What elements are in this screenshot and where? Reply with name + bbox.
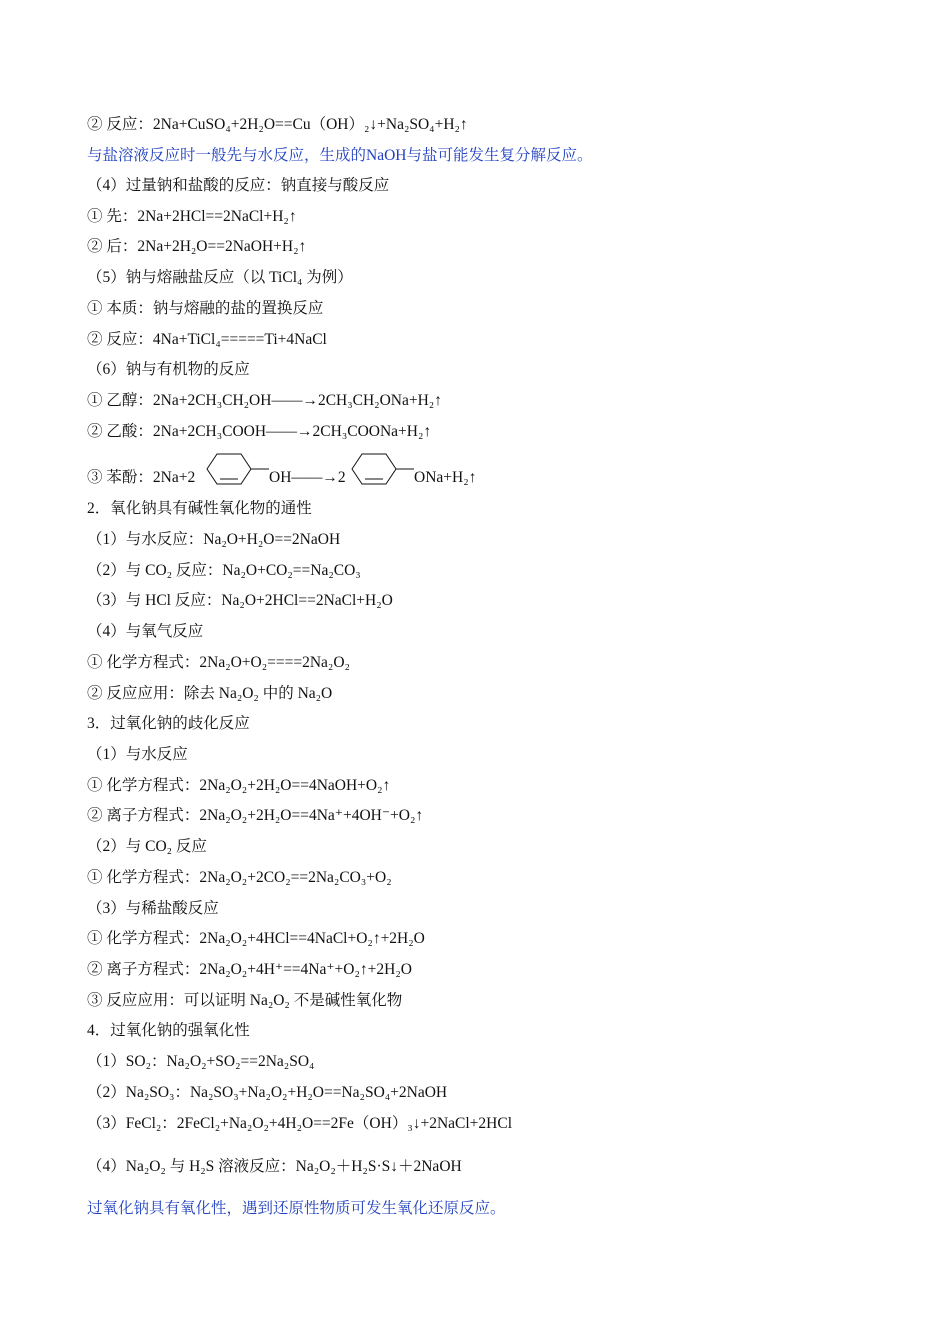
benzene-ring-product-icon xyxy=(350,452,416,486)
benzene-ring-icon xyxy=(205,452,271,486)
essence-line: ① 本质：钠与熔融的盐的置换反应 xyxy=(87,300,324,317)
reaction-cuso4: ② 反应：2Na+CuSO₄+2H₂O==Cu（OH）₂↓+Na₂SO₄+H₂↑ xyxy=(87,116,468,133)
heading-excess-sodium-hcl: （4）过量钠和盐酸的反应：钠直接与酸反应 xyxy=(87,177,390,194)
na2o-oxygen-equation: ① 化学方程式：2Na₂O+O₂====2Na₂O₂ xyxy=(87,654,350,671)
na2o2-water-equation: ① 化学方程式：2Na₂O₂+2H₂O==4NaOH+O₂↑ xyxy=(87,777,391,794)
note-oxidation: 过氧化钠具有氧化性，遇到还原性物质可发生氧化还原反应。 xyxy=(87,1200,506,1217)
oxidation-so2: （1）SO₂：Na₂O₂+SO₂==2Na₂SO₄ xyxy=(87,1053,315,1070)
step-first: ① 先：2Na+2HCl==2NaCl+H₂↑ xyxy=(87,208,297,225)
phenol-suffix: ONa+H₂↑ xyxy=(414,469,477,486)
reaction-phenol xyxy=(87,468,195,488)
na2o-water: （1）与水反应：Na₂O+H₂O==2NaOH xyxy=(87,531,341,548)
oxidation-fecl2: （3）FeCl₂：2FeCl₂+Na₂O₂+4H₂O==2Fe（OH）₃↓+2NaCl+2HCl xyxy=(87,1115,513,1132)
na2o2-hcl-equation: ① 化学方程式：2Na₂O₂+4HCl==4NaCl+O₂↑+2H₂O xyxy=(87,930,425,947)
heading-molten-salt: （5）钠与熔融盐反应（以 TiCl₄ 为例） xyxy=(87,269,353,286)
step-after: ② 后：2Na+2H₂O==2NaOH+H₂↑ xyxy=(87,238,307,255)
na2o2-co2-equation: ① 化学方程式：2Na₂O₂+2CO₂==2Na₂CO₃+O₂ xyxy=(87,869,392,886)
na2o2-co2-heading: （2）与 CO₂ 反应 xyxy=(87,838,207,855)
section-3-title: 3．过氧化钠的歧化反应 xyxy=(87,715,250,732)
na2o-co2: （2）与 CO₂ 反应：Na₂O+CO₂==Na₂CO₃ xyxy=(87,562,361,579)
na2o2-hcl-application: ③ 反应应用：可以证明 Na₂O₂ 不是碱性氧化物 xyxy=(87,992,403,1009)
heading-organic: （6）钠与有机物的反应 xyxy=(87,361,250,378)
na2o2-hcl-ionic: ② 离子方程式：2Na₂O₂+4H⁺==4Na⁺+O₂↑+2H₂O xyxy=(87,961,412,978)
oxidation-na2so3: （2）Na₂SO₃：Na₂SO₃+Na₂O₂+H₂O==Na₂SO₄+2NaOH xyxy=(87,1084,448,1101)
na2o2-water-ionic: ② 离子方程式：2Na₂O₂+2H₂O==4Na⁺+4OH⁻+O₂↑ xyxy=(87,807,424,824)
na2o-oxygen-heading: （4）与氧气反应 xyxy=(87,623,204,640)
note-salt-solution: 与盐溶液反应时一般先与水反应，生成的NaOH与盐可能发生复分解反应。 xyxy=(87,147,593,164)
reaction-ethanol: ① 乙醇：2Na+2CH₃CH₂OH——→2CH₃CH₂ONa+H₂↑ xyxy=(87,392,442,409)
section-2-title: 2．氧化钠具有碱性氧化物的通性 xyxy=(87,500,312,517)
phenol-prefix: ③ 苯酚：2Na+2 xyxy=(87,469,196,486)
na2o-hcl: （3）与 HCl 反应：Na₂O+2HCl==2NaCl+H₂O xyxy=(87,592,393,609)
reaction-acetic-acid: ② 乙酸：2Na+2CH₃COOH——→2CH₃COONa+H₂↑ xyxy=(87,423,432,440)
phenol-middle: OH——→2 xyxy=(269,469,346,486)
section-4-title: 4．过氧化钠的强氧化性 xyxy=(87,1022,250,1039)
na2o2-water-heading: （1）与水反应 xyxy=(87,746,188,763)
reaction-ticl4: ② 反应：4Na+TiCl₄=====Ti+4NaCl xyxy=(87,331,327,348)
na2o-oxygen-application: ② 反应应用：除去 Na₂O₂ 中的 Na₂O xyxy=(87,685,333,702)
na2o2-hcl-heading: （3）与稀盐酸反应 xyxy=(87,900,219,917)
oxidation-h2s: （4）Na₂O₂ 与 H₂S 溶液反应：Na₂O₂＋H₂S·S↓＋2NaOH xyxy=(87,1158,462,1175)
